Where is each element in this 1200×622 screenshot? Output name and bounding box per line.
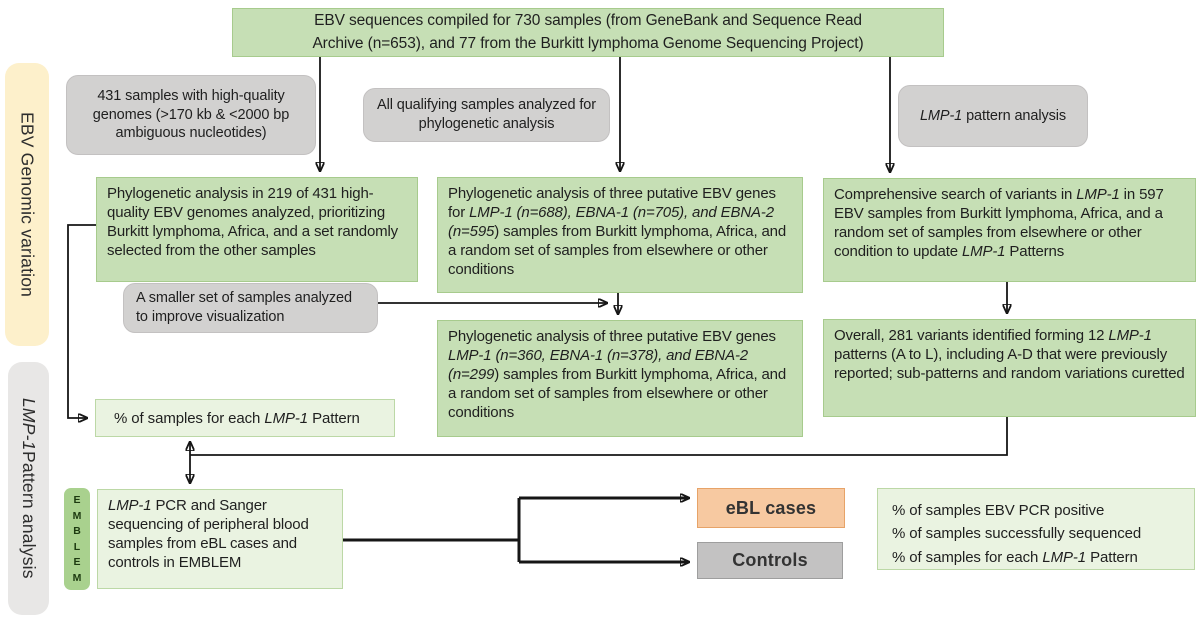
pct-pattern-pre: % of samples for each — [114, 409, 265, 427]
compiled-samples-line2: Archive (n=653), and 77 from the Burkitt lymphoma Genome Sequencing Project) — [312, 34, 864, 52]
outcome-line2: % of samples successfully sequenced — [892, 525, 1142, 543]
box-lmp1-pcr-sanger — [97, 489, 343, 589]
box-281-variants — [823, 319, 1196, 417]
box-qualifying-samples — [363, 88, 610, 142]
emblem-vertical-label — [64, 488, 90, 590]
outcome-line3-italic: LMP-1 — [1042, 548, 1087, 566]
high-quality-text: 431 samples with high-quality genomes (>170 kb & <2000 bp ambiguous nucleotides) — [92, 87, 290, 142]
pcr-italic: LMP-1 — [108, 497, 152, 514]
phylo-genes2-post: ) samples from Burkitt lymphoma, Africa, and a random set of samples from elsewhere or other conditions — [448, 365, 787, 421]
outcome-line3 — [892, 546, 1182, 569]
sidebar-ebv-genomic-variation — [5, 63, 49, 346]
variants-italic: LMP-1 — [1108, 327, 1152, 344]
emblem-letter-4: L — [73, 540, 81, 553]
box-pct-lmp1-pattern — [95, 399, 395, 437]
variant-search-post: Patterns — [1005, 242, 1065, 260]
box-high-quality-samples — [66, 75, 316, 155]
phylo-genes1-italic: LMP-1 (n=688), EBNA-1 (n=705), and EBNA-2 (n=595 — [448, 203, 774, 240]
box-lmp1-pattern-analysis — [898, 85, 1088, 147]
compiled-samples-line1: EBV sequences compiled for 730 samples (from GeneBank and Sequence Read — [314, 12, 862, 30]
box-ebl-cases — [697, 488, 845, 528]
phylo-genes2-italic: LMP-1 (n=360, EBNA-1 (n=378), and EBNA-2 (n=299 — [448, 346, 748, 383]
phylo-genes1-pre: Phylogenetic analysis of three putative EBV genes for — [448, 185, 776, 221]
variants-post: patterns (A to L), including A-D that were previously reported; sub-patterns and random variations curetted — [834, 345, 1185, 382]
box-variant-search — [823, 178, 1196, 282]
pct-pattern-text — [114, 410, 360, 427]
phylo-genes1-post: ) samples from Burkitt lymphoma, Africa, and a random set of samples from elsewhere or other conditions — [448, 222, 787, 278]
lmp1-pattern-italic: LMP-1 — [919, 107, 963, 124]
qualifying-text: All qualifying samples analyzed for phylogenetic analysis — [377, 97, 596, 132]
box-smaller-set — [123, 283, 378, 333]
box-outcome-measures — [877, 488, 1195, 570]
sidebar-genomic-label: EBV Genomic variation — [17, 111, 38, 298]
box-controls — [697, 542, 843, 579]
controls-label: Controls — [732, 550, 808, 570]
phylo-219-text: Phylogenetic analysis in 219 of 431 high-quality EBV genomes analyzed, prioritizing Burkitt lymphoma, Africa, and a set randomly selected from the other samples — [107, 185, 399, 259]
phylo-genes2-pre: Phylogenetic analysis of three putative EBV genes — [448, 328, 776, 345]
sidebar-lmp1-pattern-analysis — [8, 362, 49, 615]
lmp1-pattern-text — [920, 107, 1066, 126]
variant-search-italic2: LMP-1 — [961, 242, 1006, 260]
pcr-rest: PCR and Sanger sequencing of peripheral blood samples from eBL cases and controls in EMBLEM — [108, 497, 309, 571]
outcome-line3-post: Pattern — [1086, 548, 1138, 566]
lmp1-pattern-rest: pattern analysis — [962, 107, 1067, 124]
box-compiled-samples — [232, 8, 944, 57]
smaller-set-text: A smaller set of samples analyzed to improve visualization — [136, 290, 352, 325]
ebl-cases-label: eBL cases — [725, 497, 817, 518]
emblem-letter-3: B — [73, 525, 81, 538]
variant-search-mid: in 597 EBV samples from Burkitt lymphoma, Africa, and a random set of samples from elsewhere or other condition to update — [834, 186, 1164, 260]
box-phylo-three-genes-2 — [437, 320, 803, 437]
sidebar-pattern-label-rest: Pattern analysis — [19, 450, 39, 579]
pct-pattern-italic: LMP-1 — [264, 409, 309, 427]
emblem-letter-2: M — [72, 509, 82, 522]
sidebar-pattern-label-italic: LMP-1 — [19, 398, 39, 451]
outcome-line1: % of samples EBV PCR positive — [892, 502, 1105, 519]
outcome-line3-pre: % of samples for each — [892, 548, 1043, 566]
emblem-letter-5: E — [73, 556, 81, 569]
variant-search-italic1: LMP-1 — [1076, 186, 1120, 203]
variant-search-pre: Comprehensive search of variants in — [834, 186, 1077, 203]
variants-pre: Overall, 281 variants identified forming 12 — [834, 327, 1109, 344]
pct-pattern-post: Pattern — [308, 409, 360, 427]
box-phylo-three-genes-1 — [437, 177, 803, 293]
elbow-left1-to-pct — [68, 225, 96, 418]
emblem-letter-1: E — [73, 494, 81, 506]
box-phylo-219-genomes — [96, 177, 418, 282]
emblem-letter-6: M — [72, 571, 82, 584]
